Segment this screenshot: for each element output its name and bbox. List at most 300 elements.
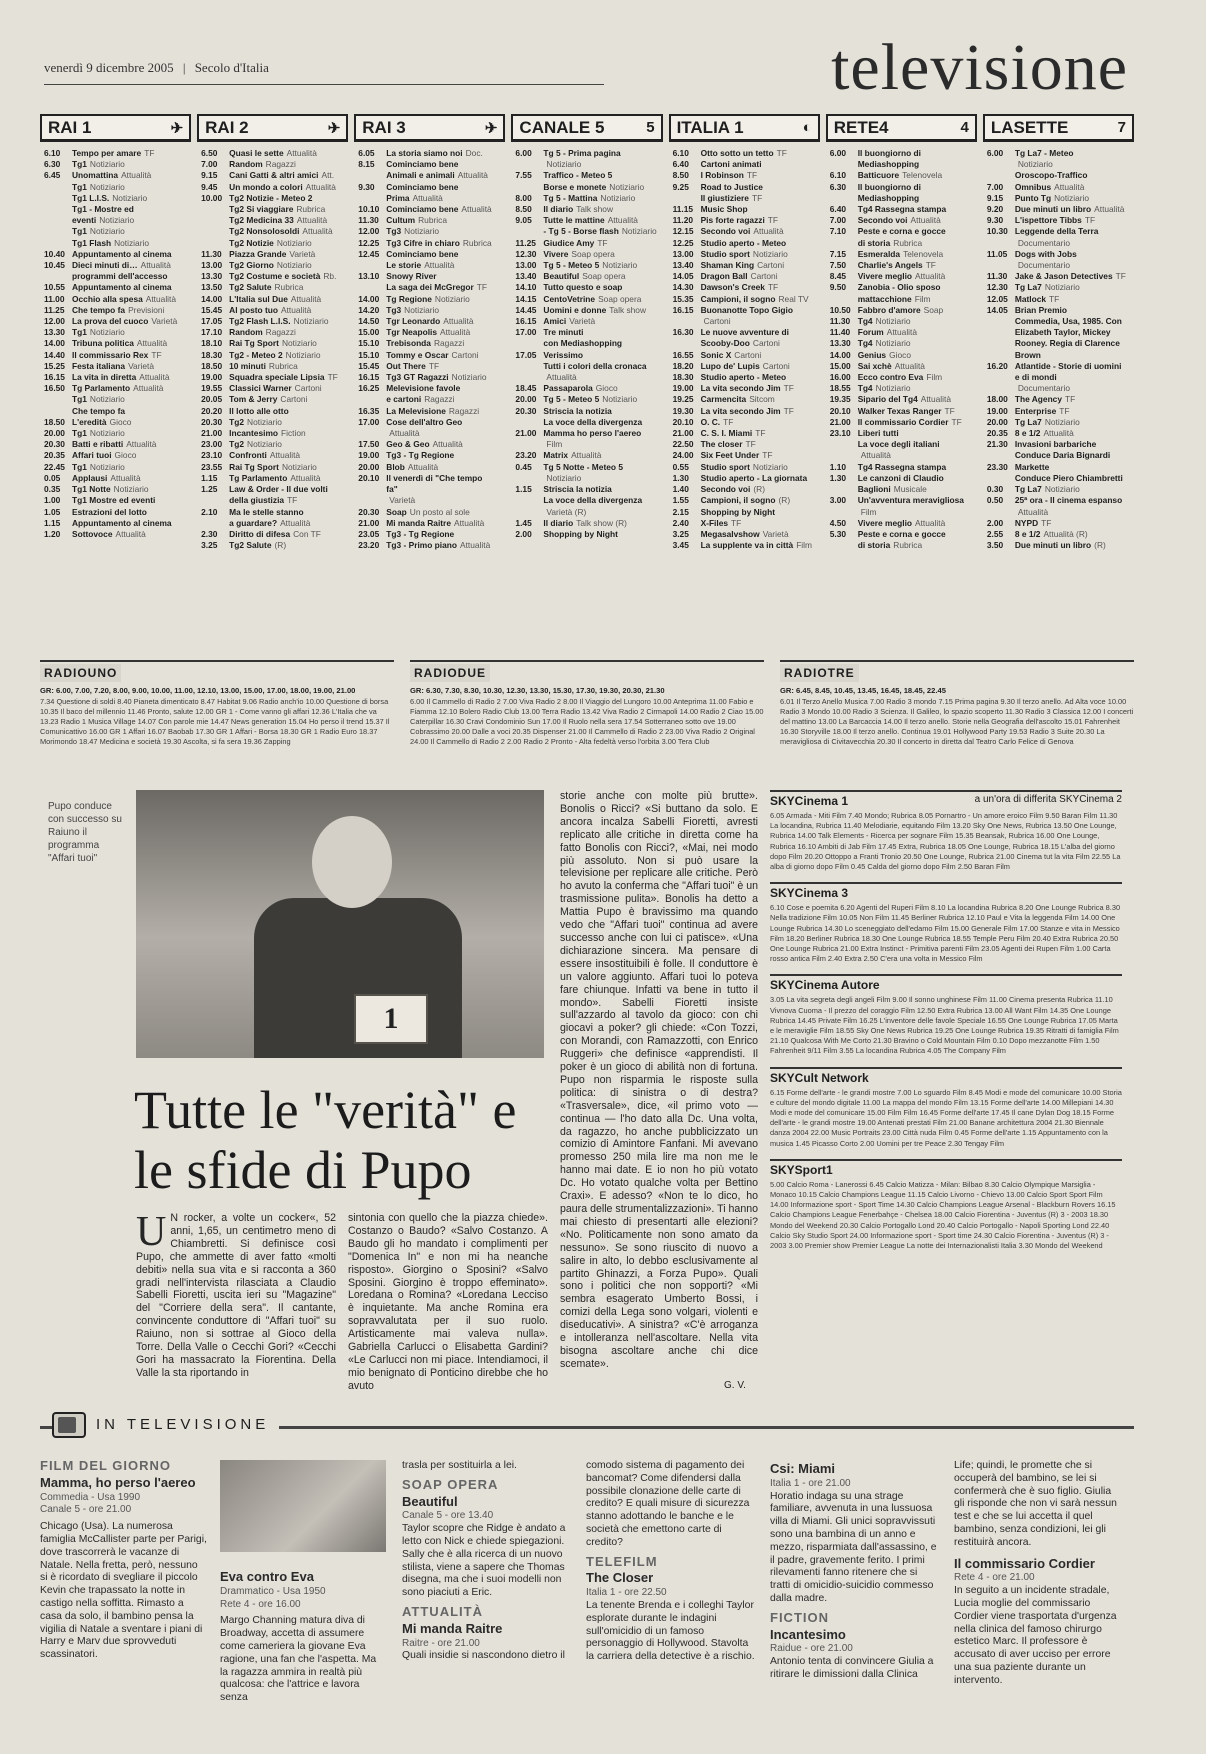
- program-time: 23.20: [358, 540, 380, 551]
- program-row: [358, 484, 503, 495]
- program-title: Vivere meglio: [857, 271, 913, 282]
- program-row: [987, 372, 1132, 383]
- program-time: 10.45: [44, 260, 65, 271]
- program-info: [701, 260, 785, 271]
- program-time: 1.40: [672, 484, 689, 495]
- program-title: Tg2 Flash L.I.S.: [229, 316, 291, 327]
- program-row: [515, 170, 660, 181]
- program-time: [515, 372, 543, 383]
- program-title: Baglioni: [857, 484, 891, 495]
- program-time: 19.00: [986, 405, 1008, 416]
- program-row: [987, 316, 1132, 327]
- program-row: [358, 462, 503, 473]
- program-genre: Varietà: [569, 316, 596, 327]
- program-row: [830, 182, 975, 193]
- program-time: 15.00: [829, 360, 851, 371]
- program-info: [1015, 182, 1085, 193]
- program-time: 1.25: [201, 484, 218, 495]
- program-row: [673, 215, 818, 226]
- program-row: [673, 148, 818, 159]
- program-info: [701, 361, 790, 372]
- program-genre: Notiziario: [875, 383, 911, 394]
- program-title: Il giustiziere: [700, 192, 749, 203]
- program-row: [515, 462, 660, 473]
- program-info: [72, 372, 170, 383]
- film-kicker: FILM DEL GIORNO: [40, 1458, 172, 1473]
- program-row: [830, 193, 975, 204]
- film2-column: [220, 1568, 386, 1705]
- program-info: [386, 260, 454, 271]
- program-time: 12.25: [358, 237, 380, 248]
- program-row: [515, 450, 660, 461]
- program-row: [44, 182, 189, 193]
- program-time: 18.50: [44, 416, 65, 427]
- program-row: [358, 294, 503, 305]
- program-info: [1015, 193, 1089, 204]
- program-time: 20.30: [44, 439, 65, 450]
- program-time: 16.25: [358, 383, 380, 394]
- program-time: 16.55: [672, 349, 694, 360]
- program-title: fa": [386, 484, 398, 495]
- program-genre: Notiziario: [99, 215, 135, 226]
- program-info: [1015, 540, 1106, 551]
- program-time: 1.10: [829, 461, 847, 472]
- program-time: 16.15: [515, 316, 537, 327]
- program-time: 10.00: [201, 192, 223, 203]
- feature-headline: Tutte le "verità" e le sfide di Pupo: [134, 1080, 517, 1200]
- program-title: Tg1 Flash: [72, 237, 112, 248]
- program-genre: Attualità: [915, 271, 946, 282]
- program-time: 17.10: [201, 327, 223, 338]
- program-title: 8 e 1/2: [1014, 428, 1041, 439]
- channel-logo-icon: 5: [646, 119, 655, 136]
- program-time: [515, 417, 543, 428]
- program-title: La Melevisione: [386, 405, 446, 416]
- program-row: [358, 271, 503, 282]
- program-time: 2.00: [515, 528, 532, 539]
- program-info: [543, 316, 595, 327]
- program-title: Law & Order - Il due volti: [229, 484, 328, 495]
- program-time: 21.00: [829, 416, 851, 427]
- program-genre: Attualità: [280, 304, 312, 315]
- channel-grid: [40, 114, 1134, 654]
- program-row: [358, 260, 503, 271]
- program-genre: Rubrica: [893, 540, 923, 551]
- program-title: Tg4: [857, 316, 873, 327]
- program-title: Quasi le sette: [229, 148, 284, 158]
- program-info: [1015, 484, 1080, 495]
- program-time: 10.10: [358, 204, 380, 215]
- program-title: Tg4 Rassegna stampa: [857, 204, 947, 215]
- program-row: [358, 159, 503, 170]
- program-time: 1.30: [829, 472, 847, 483]
- program-title: Il diario: [543, 204, 574, 215]
- program-row: [987, 327, 1132, 338]
- program-title: Buonanotte Topo Gigio: [700, 304, 793, 315]
- program-genre: Varietà: [289, 248, 316, 259]
- program-time: 1.45: [515, 517, 532, 528]
- channel-name: CANALE 5: [519, 117, 605, 137]
- program-info: [386, 529, 457, 540]
- program-info: [701, 338, 780, 349]
- program-info: [386, 495, 415, 506]
- program-row: [987, 529, 1132, 540]
- program-title: Enterprise: [1014, 405, 1057, 416]
- program-row: [515, 361, 660, 372]
- channel-header: [983, 114, 1134, 142]
- program-time: [44, 204, 72, 226]
- channel-schedule: [40, 142, 191, 540]
- program-time: 6.10: [672, 148, 689, 158]
- program-genre: Notiziario: [1044, 282, 1080, 293]
- program-genre: Attualità: [145, 293, 177, 304]
- program-title: Rai Tg Sport: [229, 338, 279, 349]
- program-row: [673, 361, 818, 372]
- program-row: [830, 406, 975, 417]
- program-row: [987, 495, 1132, 506]
- program-time: 9.50: [829, 282, 847, 293]
- program-row: [44, 507, 189, 518]
- program-time: 18.30: [201, 349, 223, 360]
- channel-column: [669, 114, 820, 654]
- program-row: [987, 406, 1132, 417]
- sky-schedule: 3.05 La vita segreta degli angeli Film 9.00 Il sonno unghinese Film 11.00 Cinema presenta Rubrica 11.10 Vivnova Cuoma - Il prezzo del coraggio Film 12.50 Extra Rubrica 13.00 All Want Film 14.35 One Lounge Rubrica 14.45 Private Film 16.25 L'inventore delle favole Speciale 16.55 One Lounge Rubrica 17.05 Marta e le meraviglie Film 18.55 Sky One News Rubrica 19.25 One Lounge Rubrica 19.35 Ritratti di famiglia Film 21.10 Qualcosa With Me Corto 21.30 Bravino o Cold Mountain Film 0.10 Dopo mezzanotte Film 1.50 Fahrenheit 9/11 Film 3.55 La locandina Rubrica 4.05 The Company Film: [770, 995, 1119, 1056]
- program-genre: Attualità: [443, 316, 474, 327]
- program-genre: Doc.: [465, 148, 483, 158]
- program-info: [858, 529, 949, 540]
- program-genre: Notiziario: [276, 260, 312, 271]
- program-title: Dragon Ball: [700, 271, 748, 282]
- program-info: [1015, 439, 1099, 450]
- radio-name: RADIOTRE: [780, 664, 859, 682]
- program-info: [858, 249, 943, 260]
- program-time: [830, 294, 858, 305]
- program-title: Appuntamento al cinema: [72, 517, 172, 528]
- radio-station: [780, 660, 1134, 770]
- channel-header: [669, 114, 820, 142]
- channel-logo-icon: ✈: [170, 119, 184, 137]
- program-row: [515, 350, 660, 361]
- program-genre: Soap: [923, 304, 944, 315]
- program-time: 9.30: [986, 215, 1004, 226]
- program-genre: Fiction: [281, 428, 306, 439]
- program-row: [44, 495, 189, 506]
- program-info: [701, 518, 742, 529]
- program-title: Striscia la notizia: [543, 405, 612, 416]
- film1-meta-genre: Commedia - Usa 1990: [40, 1491, 141, 1503]
- program-title: Dogs with Jobs: [1014, 248, 1077, 259]
- program-time: 8.50: [672, 170, 689, 181]
- program-info: [1015, 294, 1059, 305]
- sky-header: [770, 882, 1122, 900]
- program-title: Tg1: [72, 428, 87, 439]
- program-info: [386, 450, 457, 461]
- program-genre: TF: [1084, 215, 1096, 226]
- program-genre: Film: [796, 540, 813, 551]
- program-time: 18.20: [672, 360, 694, 371]
- program-title: Atlantide - Storie di uomini: [1014, 360, 1122, 371]
- program-title: Cominciamo bene: [386, 181, 459, 192]
- program-title: Mi manda Raitre: [386, 517, 451, 528]
- program-row: [987, 226, 1132, 237]
- program-info: [229, 450, 300, 461]
- program-row: [201, 159, 346, 170]
- program-genre: Notiziario: [114, 237, 150, 248]
- program-row: [358, 170, 503, 181]
- program-title: Un mondo a colori: [229, 181, 303, 192]
- program-info: [701, 507, 778, 518]
- program-info: [229, 170, 334, 181]
- program-row: [358, 383, 503, 394]
- program-time: 14.30: [672, 282, 694, 293]
- program-title: Unomattina: [72, 170, 119, 181]
- program-info: [1015, 372, 1060, 383]
- program-title: Diritto di difesa: [229, 528, 291, 539]
- program-title: Charlie's Angels: [857, 260, 923, 271]
- tv-icon: [52, 1412, 86, 1438]
- program-title: Out There: [386, 360, 426, 371]
- program-time: [358, 193, 386, 204]
- program-title: Batticuore: [857, 170, 900, 181]
- program-title: Shopping by Night: [543, 528, 618, 539]
- program-time: 11.30: [829, 316, 851, 327]
- program-info: [386, 193, 443, 204]
- program-title: La saga dei McGregor: [386, 282, 474, 293]
- program-info: [229, 148, 317, 159]
- program-info: [72, 473, 141, 484]
- program-info: [386, 473, 485, 484]
- film-of-day-column: [40, 1460, 208, 1662]
- program-genre: Rb.: [323, 271, 337, 282]
- program-row: [358, 540, 503, 551]
- program-info: [701, 372, 790, 383]
- program-info: [386, 238, 491, 249]
- program-info: [701, 305, 796, 316]
- program-time: 3.25: [201, 540, 218, 551]
- program-title: Tg La7: [1014, 282, 1042, 293]
- program-title: Classici Warner: [229, 383, 292, 394]
- program-row: [987, 473, 1132, 484]
- program-info: [858, 226, 949, 237]
- program-genre: Notiziario: [752, 461, 788, 472]
- program-title: - Tg 5 - Borse flash: [543, 226, 619, 237]
- program-genre: Attualità: [453, 517, 485, 528]
- program-title: Tg3 - Primo piano: [386, 540, 458, 551]
- program-time: 16.50: [44, 383, 65, 394]
- program-genre: Attualità: [424, 260, 455, 271]
- program-time: 1.20: [44, 528, 61, 539]
- program-info: [1015, 383, 1070, 394]
- program-time: 1.15: [44, 517, 61, 528]
- program-info: [543, 361, 649, 372]
- program-time: [201, 215, 229, 226]
- program-info: [386, 170, 488, 181]
- program-title: Tg 5 - Prima pagina: [543, 148, 621, 158]
- program-row: [44, 282, 189, 293]
- program-title: Invasioni barbariche: [1014, 439, 1097, 450]
- program-row: [830, 462, 975, 473]
- program-info: [858, 271, 946, 282]
- program-row: [515, 182, 660, 193]
- program-row: [201, 428, 346, 439]
- program-genre: Notiziario: [602, 394, 638, 405]
- program-title: di storia: [857, 540, 891, 551]
- program-genre: TF: [925, 260, 936, 271]
- program-time: 7.50: [829, 260, 847, 271]
- csi-text: Horatio indaga su una strage familiare, avvenuta in una lussuosa villa di Miami. Gli unici sopravvissuti sono una bambina di un anno e mezzo, risparmiata dall'assassino, e il padre, gravemente ferito. I primi rilevamenti fanno ritenere che si tratti di omicidio-suicidio commesso dalla madre.: [770, 1490, 937, 1604]
- program-info: [229, 316, 328, 327]
- sky-header: [770, 974, 1122, 992]
- program-genre: Attualità: [546, 372, 577, 383]
- program-info: [386, 406, 479, 417]
- program-genre: Attualità: [461, 204, 492, 215]
- program-time: [201, 238, 229, 249]
- program-info: [1015, 462, 1052, 473]
- program-info: [72, 305, 164, 316]
- program-genre: Ragazzi: [265, 159, 296, 170]
- channel-header: [197, 114, 348, 142]
- program-info: [543, 462, 626, 473]
- program-info: [701, 249, 788, 260]
- program-info: [229, 182, 336, 193]
- program-time: 15.10: [358, 338, 380, 349]
- program-time: 15.00: [358, 327, 380, 338]
- program-title: Fabbro d'amore: [857, 304, 921, 315]
- program-title: Occhio alla spesa: [72, 293, 143, 304]
- program-title: Conduce Daria Bignardi: [1014, 450, 1111, 461]
- program-title: Peste e corna e gocce: [857, 528, 946, 539]
- program-time: [987, 350, 1015, 361]
- program-row: [358, 193, 503, 204]
- program-time: 9.15: [986, 192, 1004, 203]
- program-time: 6.00: [829, 148, 847, 158]
- program-time: 12.25: [672, 237, 694, 248]
- program-row: [987, 361, 1132, 372]
- program-time: 14.05: [986, 304, 1008, 315]
- soap-column: [402, 1460, 572, 1663]
- program-info: [229, 361, 298, 372]
- program-genre: Attualità: [302, 226, 333, 237]
- program-row: [515, 428, 660, 439]
- program-title: Verissimo: [543, 349, 583, 360]
- program-time: 24.00: [672, 450, 694, 461]
- channel-header: [40, 114, 191, 142]
- program-row: [673, 383, 818, 394]
- program-info: [858, 406, 955, 417]
- program-info: [701, 204, 751, 215]
- program-row: [987, 204, 1132, 215]
- program-info: [386, 316, 473, 327]
- channel-header: [354, 114, 505, 142]
- program-title: Tg Regione: [386, 293, 432, 304]
- program-title: Carmencita: [700, 394, 747, 405]
- program-genre: (R): [274, 540, 287, 551]
- program-title: Il venerdì di "Che tempo: [386, 472, 483, 483]
- program-info: [543, 271, 625, 282]
- program-title: Random: [229, 159, 263, 170]
- program-row: [830, 507, 975, 518]
- program-time: [987, 450, 1015, 461]
- program-time: 0.30: [986, 484, 1004, 495]
- program-time: 11.30: [201, 248, 222, 259]
- program-genre: Attualità: [894, 360, 925, 371]
- program-row: [515, 383, 660, 394]
- channel-logo-icon: ✈: [327, 119, 341, 137]
- channel-name: RAI 2: [205, 117, 249, 137]
- program-row: [830, 226, 975, 237]
- program-title: Il lotto alle otto: [229, 405, 289, 416]
- program-info: [858, 361, 925, 372]
- program-time: 20.35: [986, 428, 1008, 439]
- program-title: C. S. I. Miami: [700, 428, 753, 439]
- program-time: [201, 226, 229, 237]
- program-genre: Cartoni: [451, 349, 479, 360]
- program-time: 15.10: [358, 349, 380, 360]
- program-title: Tg4: [857, 338, 873, 349]
- program-title: Markette: [1014, 461, 1050, 472]
- program-time: 14.00: [829, 349, 851, 360]
- program-time: 21.00: [201, 428, 223, 439]
- program-genre: TF: [287, 495, 298, 506]
- program-info: [1015, 159, 1053, 170]
- program-title: Il commissario Cordier: [857, 416, 949, 427]
- program-row: [673, 260, 818, 271]
- program-genre: Musicale: [893, 484, 927, 495]
- program-row: [515, 473, 660, 484]
- program-row: [830, 361, 975, 372]
- program-row: [201, 282, 346, 293]
- program-genre: TF: [428, 360, 440, 371]
- program-time: [515, 473, 543, 484]
- program-title: Brian Premio: [1014, 304, 1067, 315]
- program-time: 17.50: [358, 439, 380, 450]
- tf-label: TELEFILM: [586, 1553, 658, 1569]
- program-row: [673, 507, 818, 518]
- program-title: Tg Parlamento: [229, 472, 288, 483]
- photo-caption: Pupo conduce con successo su Raiuno il programma "Affari tuoi": [48, 801, 122, 864]
- program-title: The Agency: [1014, 394, 1063, 405]
- program-title: Tg1 Notte: [72, 484, 111, 495]
- program-info: [543, 238, 607, 249]
- program-title: Tg Parlamento: [72, 383, 131, 394]
- program-title: L'ispettore Tibbs: [1014, 215, 1082, 226]
- program-genre: Notiziario: [285, 349, 321, 360]
- program-info: [386, 372, 486, 383]
- program-row: [830, 338, 975, 349]
- program-row: [515, 249, 660, 260]
- program-row: [201, 495, 346, 506]
- program-genre: Notiziario: [600, 192, 636, 203]
- fiction-text: Antonio tenta di convincere Giulia a ritirare le dimissioni dalla Clinica: [770, 1656, 934, 1680]
- program-title: Tom & Jerry: [229, 394, 278, 405]
- program-time: 1.30: [672, 472, 689, 483]
- program-time: 2.55: [986, 528, 1004, 539]
- program-info: [701, 238, 790, 249]
- program-genre: (R): [1094, 540, 1106, 551]
- program-time: 17.05: [201, 316, 223, 327]
- program-info: [543, 383, 617, 394]
- program-row: [987, 182, 1132, 193]
- program-info: [701, 473, 811, 484]
- program-genre: Attualità: [457, 170, 488, 181]
- program-time: [201, 495, 229, 506]
- program-time: 21.30: [986, 439, 1008, 450]
- program-genre: Telenovela: [903, 248, 944, 259]
- program-time: [515, 361, 543, 372]
- program-title: NYPD: [1014, 517, 1039, 528]
- cordier-column: [954, 1460, 1124, 1688]
- program-row: [358, 406, 503, 417]
